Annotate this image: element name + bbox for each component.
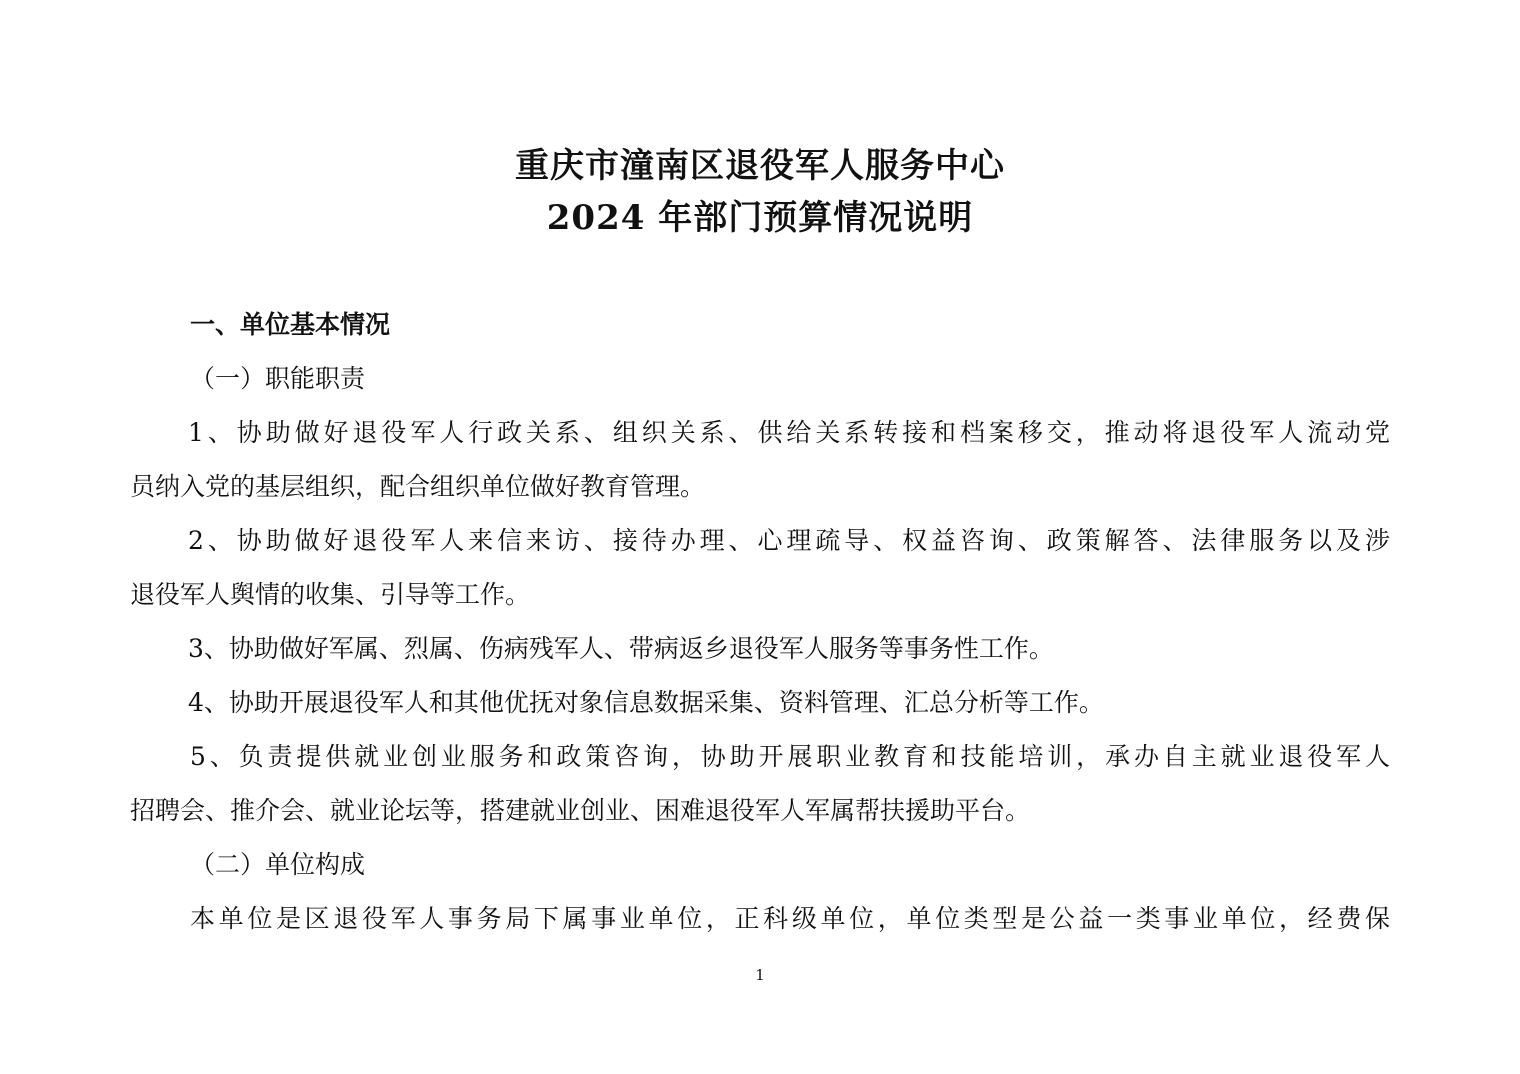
subsection-heading-duties: （一）职能职责: [190, 364, 366, 393]
duty-item-2-line2: 退役军人舆情的收集、引导等工作。: [130, 580, 531, 609]
composition-text-line1: 本单位是区退役军人事务局下属事业单位，正科级单位，单位类型是公益一类事业单位，经费保: [190, 904, 1390, 933]
document-title-line2: 2024 年部门预算情况说明: [546, 198, 974, 238]
duty-item-5-line1: 5、负责提供就业创业服务和政策咨询，协助开展职业教育和技能培训，承办自主就业退役军人: [190, 742, 1390, 771]
duty-item-1-line1: 1、协助做好退役军人行政关系、组织关系、供给关系转接和档案移交，推动将退役军人流动党: [188, 418, 1390, 447]
duty-item-4: 4、协助开展退役军人和其他优抚对象信息数据采集、资料管理、汇总分析等工作。: [188, 688, 1104, 717]
duty-item-5-line2: 招聘会、推介会、就业论坛等，搭建就业创业、困难退役军人军属帮扶援助平台。: [130, 796, 1031, 825]
duty-item-2-line1: 2、协助做好退役军人来信来访、接待办理、心理疏导、权益咨询、政策解答、法律服务以及涉: [188, 526, 1390, 555]
document-title-line1: 重庆市潼南区退役军人服务中心: [515, 146, 1005, 186]
page-number: 1: [755, 966, 765, 984]
subsection-heading-composition: （二）单位构成: [190, 850, 366, 879]
duty-item-1-line2: 员纳入党的基层组织，配合组织单位做好教育管理。: [130, 472, 706, 501]
section-heading: 一、单位基本情况: [190, 310, 391, 339]
duty-item-3: 3、协助做好军属、烈属、伤病残军人、带病返乡退役军人服务等事务性工作。: [188, 634, 1054, 663]
